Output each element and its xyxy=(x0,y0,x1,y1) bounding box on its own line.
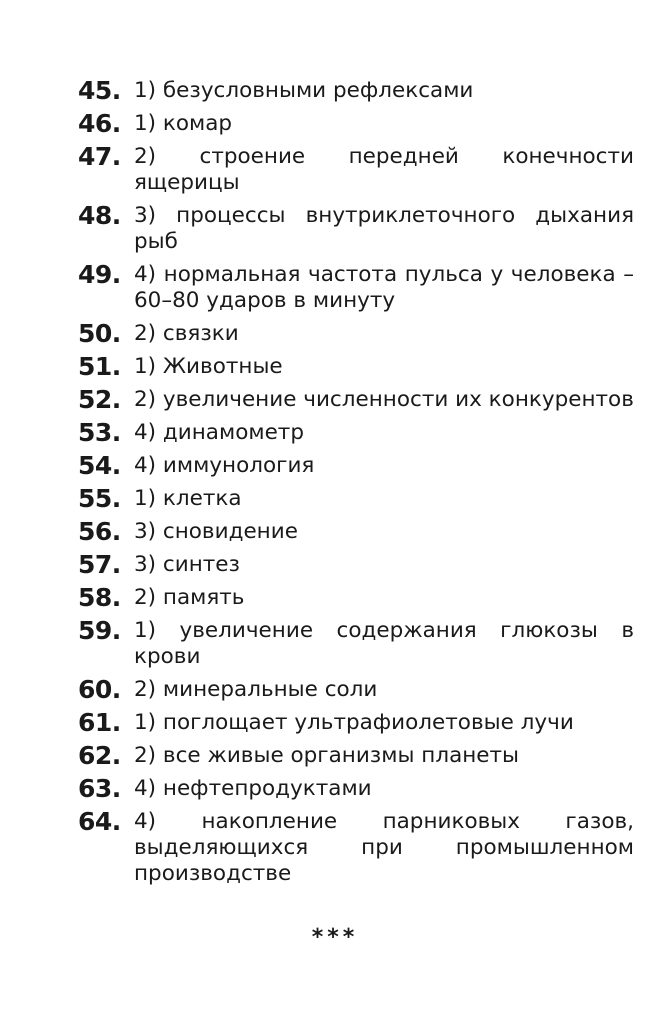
answer-text: 4) нормальная частота пульса у человека – 60–80 ударов в минуту xyxy=(134,262,634,313)
question-number: 46. xyxy=(78,109,121,138)
question-number: 52. xyxy=(78,385,121,414)
answer-text: 2) минеральные соли xyxy=(134,677,378,702)
question-number: 55. xyxy=(78,484,121,513)
question-number: 51. xyxy=(78,352,121,381)
answer-text: 1) безусловными рефлексами xyxy=(134,78,474,103)
answer-item xyxy=(78,552,634,578)
answer-item xyxy=(78,677,634,703)
answer-item xyxy=(78,354,634,380)
question-number: 53. xyxy=(78,418,121,447)
answer-item xyxy=(78,776,634,802)
answer-text: 1) Животные xyxy=(134,354,283,379)
answer-text: 2) связки xyxy=(134,321,239,346)
answer-list xyxy=(78,78,634,894)
question-number: 59. xyxy=(78,616,121,645)
answer-text: 3) сновидение xyxy=(134,519,298,544)
question-number: 58. xyxy=(78,583,121,612)
answer-text: 4) накопление парниковых газов, выделяющихся при промышленном производстве xyxy=(134,809,634,886)
question-number: 62. xyxy=(78,741,121,770)
answer-item xyxy=(78,111,634,137)
question-number: 56. xyxy=(78,517,121,546)
answer-text: 2) строение передней конечности ящерицы xyxy=(134,144,634,195)
answer-text: 1) клетка xyxy=(134,486,242,511)
answer-item xyxy=(78,585,634,611)
question-number: 63. xyxy=(78,774,121,803)
answer-text: 3) процессы внутриклеточного дыхания рыб xyxy=(134,203,634,254)
answer-item xyxy=(78,743,634,769)
question-number: 61. xyxy=(78,708,121,737)
answer-item xyxy=(78,262,634,314)
answer-text: 2) память xyxy=(134,585,245,610)
question-number: 50. xyxy=(78,319,121,348)
question-number: 57. xyxy=(78,550,121,579)
question-number: 47. xyxy=(78,142,121,171)
answer-item xyxy=(78,486,634,512)
answer-item xyxy=(78,420,634,446)
answer-item xyxy=(78,618,634,670)
answer-text: 4) динамометр xyxy=(134,420,304,445)
answer-item xyxy=(78,321,634,347)
answer-text: 3) синтез xyxy=(134,552,240,577)
answer-text: 1) комар xyxy=(134,111,233,136)
question-number: 54. xyxy=(78,451,121,480)
answer-item xyxy=(78,387,634,413)
answer-text: 2) все живые организмы планеты xyxy=(134,743,520,768)
answer-item xyxy=(78,203,634,255)
answer-text: 1) увеличение содержания глюкозы в крови xyxy=(134,618,634,669)
answer-item xyxy=(78,519,634,545)
section-separator: *** xyxy=(311,925,359,950)
answer-text: 1) поглощает ультрафиолетовые лучи xyxy=(134,710,574,735)
answer-item xyxy=(78,144,634,196)
answer-text: 4) нефтепродуктами xyxy=(134,776,372,801)
question-number: 48. xyxy=(78,201,121,230)
answer-item xyxy=(78,710,634,736)
question-number: 45. xyxy=(78,76,121,105)
answer-item xyxy=(78,453,634,479)
answer-text: 4) иммунология xyxy=(134,453,315,478)
question-number: 60. xyxy=(78,675,121,704)
question-number: 49. xyxy=(78,260,121,289)
answer-item xyxy=(78,78,634,104)
answer-text: 2) увеличение численности их конкурентов xyxy=(134,387,634,412)
answer-item xyxy=(78,809,634,887)
question-number: 64. xyxy=(78,807,121,836)
